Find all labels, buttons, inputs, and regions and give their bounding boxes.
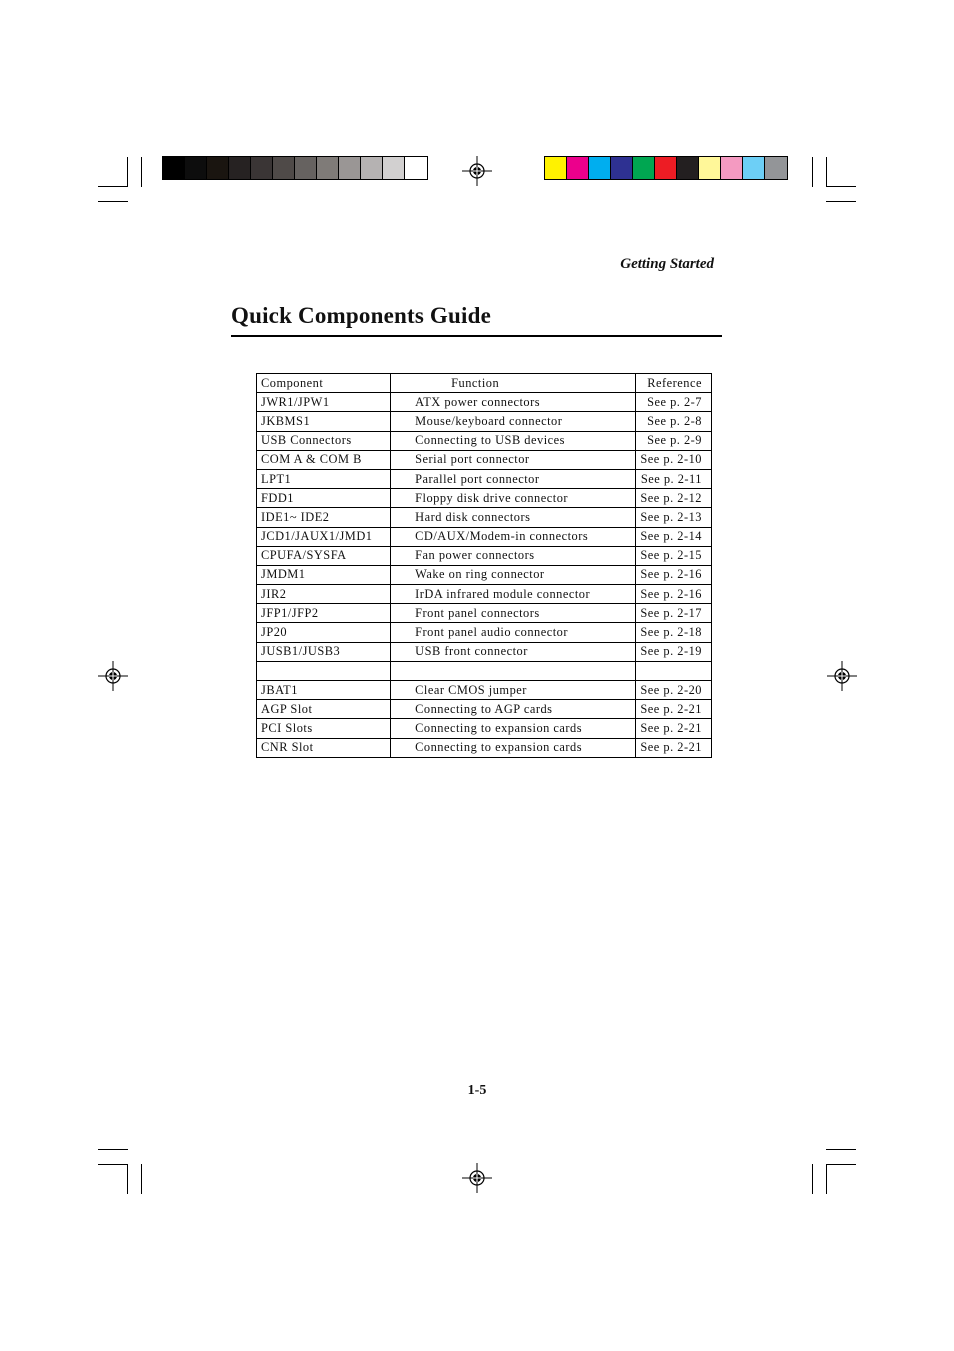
gray-swatch xyxy=(163,157,185,179)
table-row xyxy=(257,527,712,546)
table-header-row xyxy=(257,374,712,393)
cell-reference: See p. 2-9 xyxy=(636,431,712,450)
table-row xyxy=(257,565,712,584)
gray-swatch xyxy=(207,157,229,179)
column-header-function: Function xyxy=(391,374,636,393)
gray-swatch xyxy=(383,157,405,179)
cell-function: Parallel port connector xyxy=(391,469,636,488)
table-row xyxy=(257,412,712,431)
cell-reference: See p. 2-21 xyxy=(636,738,712,757)
cell-reference: See p. 2-21 xyxy=(636,700,712,719)
registration-mark-icon xyxy=(827,661,857,691)
cell-component: FDD1 xyxy=(257,489,391,508)
crop-mark xyxy=(141,1164,142,1194)
crop-mark xyxy=(127,1164,128,1194)
crop-mark xyxy=(826,1164,856,1165)
cell-function: Wake on ring connector xyxy=(391,565,636,584)
crop-mark xyxy=(826,186,856,187)
gray-swatch xyxy=(273,157,295,179)
page-title: Quick Components Guide xyxy=(231,303,492,328)
cell-function: Serial port connector xyxy=(391,450,636,469)
crop-mark xyxy=(98,201,128,202)
cell-component xyxy=(257,661,391,680)
page-number: 1-5 xyxy=(467,1083,487,1098)
crop-mark xyxy=(127,157,128,187)
cell-component: JIR2 xyxy=(257,585,391,604)
registration-mark-icon xyxy=(462,156,492,186)
cell-reference: See p. 2-16 xyxy=(636,565,712,584)
table-row xyxy=(257,719,712,738)
table-row xyxy=(257,738,712,757)
color-swatch xyxy=(765,157,787,179)
gray-swatch xyxy=(185,157,207,179)
table-row xyxy=(257,681,712,700)
cell-component: CNR Slot xyxy=(257,738,391,757)
crop-mark xyxy=(826,1164,827,1194)
crop-mark xyxy=(826,201,856,202)
gray-swatch xyxy=(339,157,361,179)
cell-component: JWR1/JPW1 xyxy=(257,393,391,412)
cell-component: COM A & COM B xyxy=(257,450,391,469)
column-header-reference: Reference xyxy=(636,374,712,393)
table-row xyxy=(257,508,712,527)
cell-function: IrDA infrared module connector xyxy=(391,585,636,604)
cell-reference: See p. 2-13 xyxy=(636,508,712,527)
table-row xyxy=(257,661,712,680)
cell-function xyxy=(391,661,636,680)
cell-reference: See p. 2-14 xyxy=(636,527,712,546)
table-row xyxy=(257,393,712,412)
registration-mark-icon xyxy=(462,1163,492,1193)
color-swatch xyxy=(743,157,765,179)
table-row xyxy=(257,469,712,488)
table-row xyxy=(257,489,712,508)
cell-reference: See p. 2-11 xyxy=(636,469,712,488)
gray-swatch xyxy=(405,157,427,179)
cell-function: Mouse/keyboard connector xyxy=(391,412,636,431)
cell-reference: See p. 2-21 xyxy=(636,719,712,738)
table-row xyxy=(257,450,712,469)
gray-swatch xyxy=(229,157,251,179)
cell-component: CPUFA/SYSFA xyxy=(257,546,391,565)
cell-component: JCD1/JAUX1/JMD1 xyxy=(257,527,391,546)
cell-reference: See p. 2-18 xyxy=(636,623,712,642)
cell-reference: See p. 2-10 xyxy=(636,450,712,469)
cell-reference: See p. 2-8 xyxy=(636,412,712,431)
table-row xyxy=(257,700,712,719)
cell-component: IDE1~ IDE2 xyxy=(257,508,391,527)
crop-mark xyxy=(98,1149,128,1150)
cell-component: JFP1/JFP2 xyxy=(257,604,391,623)
grayscale-calibration-bar xyxy=(162,156,428,180)
title-rule xyxy=(231,335,722,337)
cell-function: Front panel connectors xyxy=(391,604,636,623)
cell-reference: See p. 2-20 xyxy=(636,681,712,700)
cell-reference: See p. 2-7 xyxy=(636,393,712,412)
color-swatch xyxy=(655,157,677,179)
column-header-component: Component xyxy=(257,374,391,393)
cell-component: USB Connectors xyxy=(257,431,391,450)
crop-mark xyxy=(826,157,827,187)
cell-function: Fan power connectors xyxy=(391,546,636,565)
color-swatch xyxy=(589,157,611,179)
color-swatch xyxy=(611,157,633,179)
crop-mark xyxy=(826,1149,856,1150)
crop-mark xyxy=(812,157,813,187)
cell-function: Floppy disk drive connector xyxy=(391,489,636,508)
cell-function: Connecting to AGP cards xyxy=(391,700,636,719)
cell-component: JKBMS1 xyxy=(257,412,391,431)
table-row xyxy=(257,623,712,642)
table-row xyxy=(257,546,712,565)
cell-function: ATX power connectors xyxy=(391,393,636,412)
registration-mark-icon xyxy=(98,661,128,691)
cell-component: JUSB1/JUSB3 xyxy=(257,642,391,661)
color-swatch xyxy=(567,157,589,179)
cell-component: LPT1 xyxy=(257,469,391,488)
table-row xyxy=(257,585,712,604)
crop-mark xyxy=(812,1164,813,1194)
crop-mark xyxy=(98,186,128,187)
table-row xyxy=(257,431,712,450)
gray-swatch xyxy=(317,157,339,179)
cell-component: AGP Slot xyxy=(257,700,391,719)
crop-mark xyxy=(141,157,142,187)
cell-function: Connecting to expansion cards xyxy=(391,719,636,738)
cell-reference xyxy=(636,661,712,680)
cell-function: CD/AUX/Modem-in connectors xyxy=(391,527,636,546)
color-swatch xyxy=(633,157,655,179)
cell-function: Connecting to USB devices xyxy=(391,431,636,450)
cell-reference: See p. 2-16 xyxy=(636,585,712,604)
table-row xyxy=(257,642,712,661)
gray-swatch xyxy=(251,157,273,179)
cell-component: JP20 xyxy=(257,623,391,642)
cell-function: Hard disk connectors xyxy=(391,508,636,527)
cell-component: PCI Slots xyxy=(257,719,391,738)
cell-component: JMDM1 xyxy=(257,565,391,584)
gray-swatch xyxy=(295,157,317,179)
table-row xyxy=(257,604,712,623)
cell-function: Clear CMOS jumper xyxy=(391,681,636,700)
color-swatch xyxy=(545,157,567,179)
cell-function: Front panel audio connector xyxy=(391,623,636,642)
cell-reference: See p. 2-12 xyxy=(636,489,712,508)
cell-function: USB front connector xyxy=(391,642,636,661)
crop-mark xyxy=(98,1164,128,1165)
color-swatch xyxy=(721,157,743,179)
cell-reference: See p. 2-19 xyxy=(636,642,712,661)
color-calibration-bar xyxy=(544,156,788,180)
cell-function: Connecting to expansion cards xyxy=(391,738,636,757)
cell-component: JBAT1 xyxy=(257,681,391,700)
cell-reference: See p. 2-15 xyxy=(636,546,712,565)
gray-swatch xyxy=(361,157,383,179)
running-header: Getting Started xyxy=(620,256,714,272)
components-table xyxy=(256,373,712,758)
color-swatch xyxy=(677,157,699,179)
color-swatch xyxy=(699,157,721,179)
cell-reference: See p. 2-17 xyxy=(636,604,712,623)
